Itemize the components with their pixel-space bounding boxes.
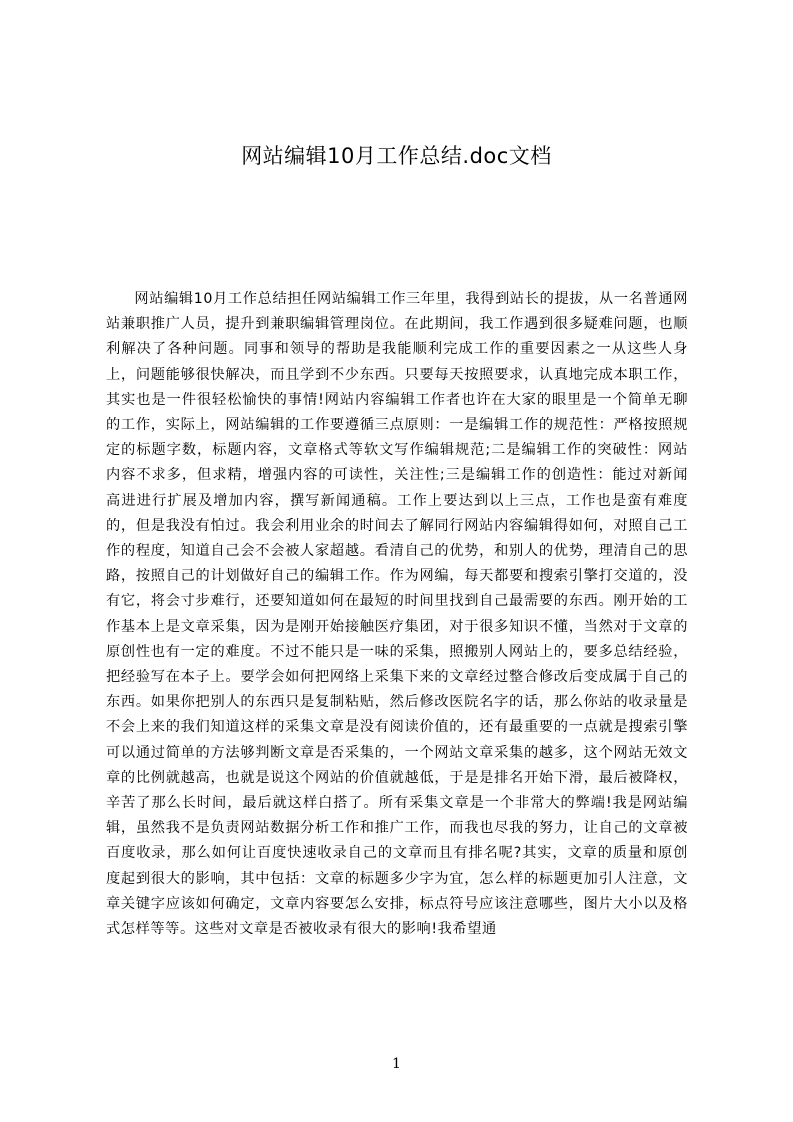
document-title: 网站编辑10月工作总结.doc文档 <box>241 144 552 168</box>
page-number: 1 <box>392 1056 401 1072</box>
document-body-paragraph: 网站编辑10月工作总结担任网站编辑工作三年里，我得到站长的提拔，从一名普通网站兼职推广人员，提升到兼职编辑管理岗位。在此期间，我工作遇到很多疑难问题，也顺利解决了各种问题。同事和领导的帮助是我能顺利完成工作的重要因素之一从这些人身上，问题能够很快解决，而且学到不少东西。只要每天按照要求，认真地完成本职工作，其实也是一件很轻松愉快的事情!网站内容编辑工作者也许在大家的眼里是一个简单无聊的工作，实际上，网站编辑的工作要遵循三点原则：一是编辑工作的规范性：严格按照规定的标题字数，标题内容，文章格式等软文写作编辑规范;二是编辑工作的突破性：网站内容不求多，但求精，增强内容的可读性，关注性;三是编辑工作的创造性：能过对新闻高进进行扩展及增加内容，撰写新闻通稿。工作上要达到以上三点，工作也是蛮有难度的，但是我没有怕过。我会利用业余的时间去了解同行网站内容编辑得如何，对照自己工作的程度，知道自己会不会被人家超越。看清自己的优势，和别人的优势，理清自己的思路，按照自己的计划做好自己的编辑工作。作为网编，每天都要和搜索引擎打交道的，没有它，将会寸步难行，还要知道如何在最短的时间里找到自己最需要的东西。刚开始的工作基本上是文章采集，因为是刚开始接触医疗集团，对于很多知识不懂，当然对于文章的原创性也有一定的难度。不过不能只是一味的采集，照搬别人网站上的，要多总结经验，把经验写在本子上。要学会如何把网络上采集下来的文章经过整合修改后变成属于自己的东西。如果你把别人的东西只是复制粘贴，然后修改医院名字的话，那么你站的收录量是不会上来的我们知道这样的采集文章是没有阅读价值的，还有最重要的一点就是搜索引擎可以通过简单的方法够判断文章是否采集的，一个网站文章采集的越多，这个网站无效文章的比例就越高，也就是说这个网站的价值就越低，于是是排名开始下滑，最后被降权，辛苦了那么长时间，最后就这样白搭了。所有采集文章是一个非常大的弊端!我是网站编辑，虽然我不是负责网站数据分析工作和推广工作，而我也尽我的努力，让自己的文章被百度收录，那么如何让百度快速收录自己的文章而且有排名呢?其实，文章的质量和原创度起到很大的影响，其中包括：文章的标题多少字为宜，怎么样的标题更加引人注意，文章关键字应该如何确定，文章内容要怎么安排，标点符号应该注意哪些，图片大小以及格式怎样等等。这些对文章是否被收录有很大的影响!我希望通 <box>106 291 688 938</box>
